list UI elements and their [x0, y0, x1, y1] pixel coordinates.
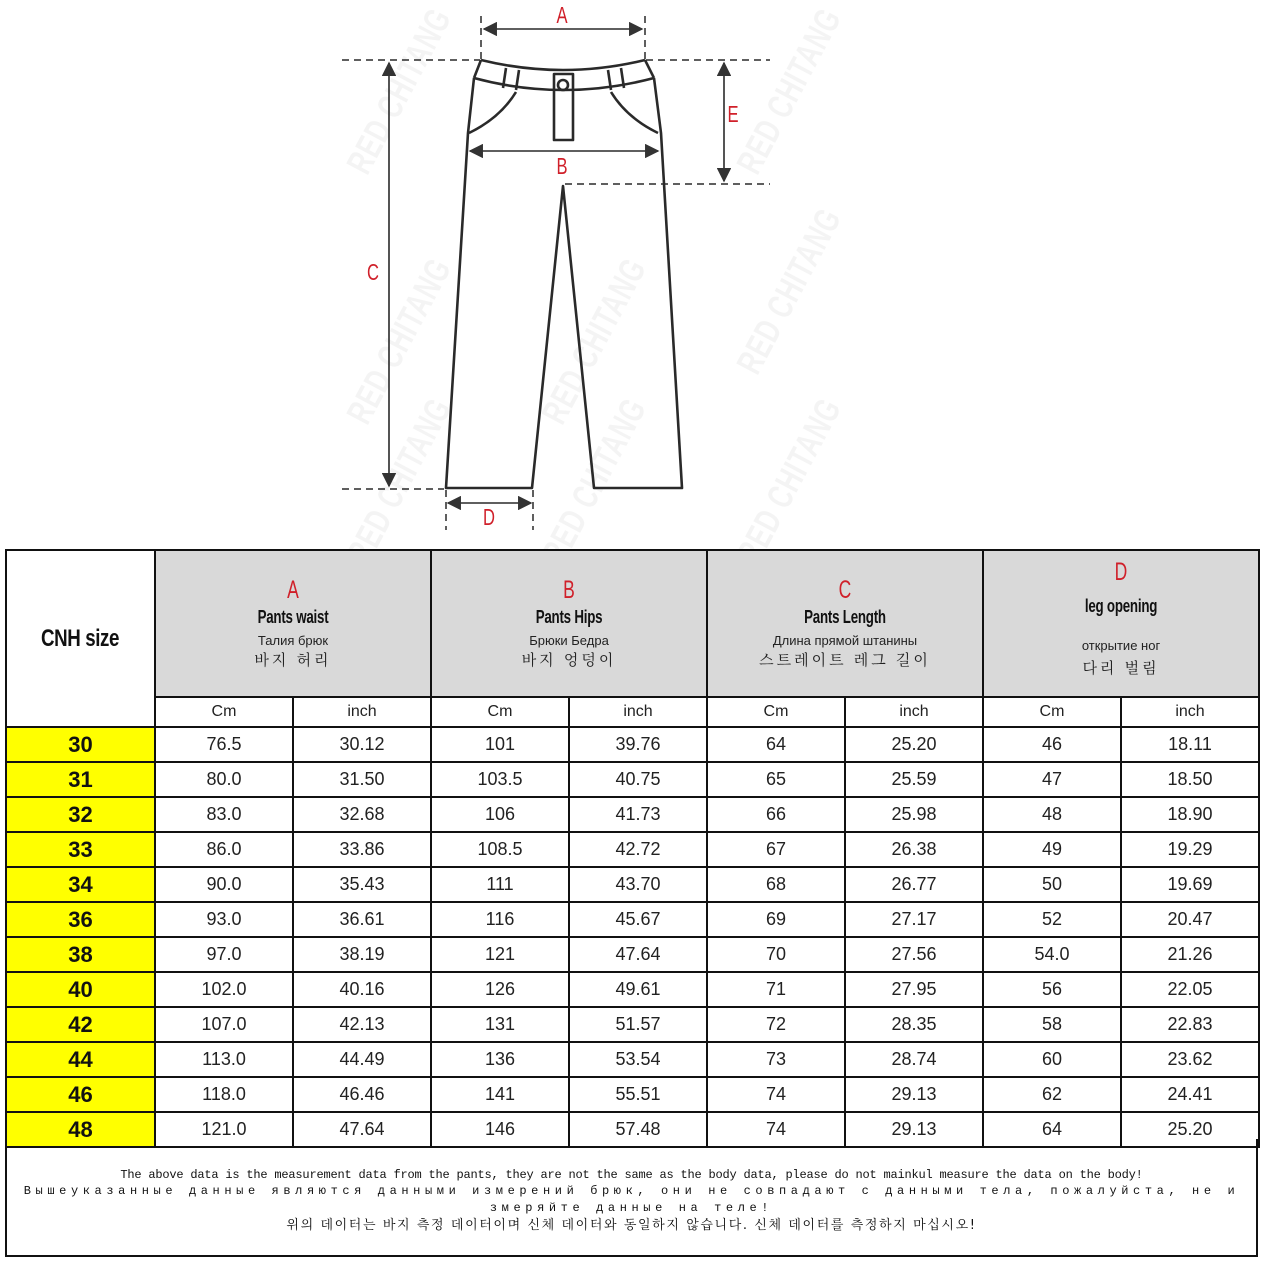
table-row [6, 1077, 1259, 1112]
measurement-cell: 18.11 [1121, 727, 1259, 762]
measurement-cell: 55.51 [569, 1077, 707, 1112]
group-header-hips [431, 550, 707, 697]
group-header-length [707, 550, 983, 697]
dimension-label-b: B [556, 153, 568, 179]
size-cell [6, 1042, 155, 1077]
measurement-cell: 25.98 [845, 797, 983, 832]
size-value: 30 [68, 731, 93, 757]
disclaimer-korean: 위의 데이터는 바지 측정 데이터이며 신체 데이터와 동일하지 않습니다. 신체 데이터를 측정하지 마십시오! [286, 1218, 977, 1233]
measurement-cell: 68 [707, 867, 845, 902]
measurement-cell: 56 [983, 972, 1121, 1007]
measurement-cell: 18.50 [1121, 762, 1259, 797]
measurement-cell: 46 [983, 727, 1121, 762]
measurement-cell: 41.73 [569, 797, 707, 832]
size-value: 46 [68, 1081, 93, 1107]
measurement-cell: 20.47 [1121, 902, 1259, 937]
dimension-label-a: A [556, 2, 568, 28]
measurement-cell: 22.83 [1121, 1007, 1259, 1042]
unit-header: inch [293, 697, 431, 727]
measurement-cell: 30.12 [293, 727, 431, 762]
measurement-cell: 25.20 [1121, 1112, 1259, 1147]
table-row [6, 937, 1259, 972]
group-title: leg opening [1084, 595, 1158, 616]
measurement-cell: 35.43 [293, 867, 431, 902]
table-row [6, 727, 1259, 762]
measurement-cell: 27.17 [845, 902, 983, 937]
measurement-cell: 72 [707, 1007, 845, 1042]
measurement-cell: 103.5 [431, 762, 569, 797]
size-cell [6, 1077, 155, 1112]
measurement-cell: 31.50 [293, 762, 431, 797]
measurement-cell: 47.64 [569, 937, 707, 972]
unit-header: Cm [155, 697, 293, 727]
measurement-cell: 47.64 [293, 1112, 431, 1147]
measurement-cell: 21.26 [1121, 937, 1259, 972]
group-header-waist [155, 550, 431, 697]
measurement-cell: 118.0 [155, 1077, 293, 1112]
measurement-cell: 106 [431, 797, 569, 832]
measurement-cell: 83.0 [155, 797, 293, 832]
measurement-cell: 40.16 [293, 972, 431, 1007]
measurement-cell: 32.68 [293, 797, 431, 832]
size-cell [6, 727, 155, 762]
group-title: Pants waist [257, 607, 329, 628]
table-row [6, 832, 1259, 867]
group-letter: B [563, 575, 575, 604]
measurement-cell: 64 [707, 727, 845, 762]
measurement-cell: 51.57 [569, 1007, 707, 1042]
measurement-cell: 29.13 [845, 1112, 983, 1147]
measurement-cell: 141 [431, 1077, 569, 1112]
size-cell [6, 1007, 155, 1042]
group-title-ko: 다리 벌림 [1082, 660, 1160, 677]
measurement-cell: 74 [707, 1112, 845, 1147]
size-value: 34 [68, 871, 93, 897]
size-value: 31 [68, 766, 93, 792]
group-letter: A [287, 575, 299, 604]
measurement-cell: 73 [707, 1042, 845, 1077]
measurement-cell: 42.13 [293, 1007, 431, 1042]
size-rows [6, 727, 1259, 1147]
measurement-cell: 47 [983, 762, 1121, 797]
measurement-cell: 97.0 [155, 937, 293, 972]
measurement-cell: 45.67 [569, 902, 707, 937]
size-chart-table [5, 549, 1260, 1148]
measurement-cell: 116 [431, 902, 569, 937]
measurement-cell: 67 [707, 832, 845, 867]
size-value: 44 [68, 1046, 93, 1072]
measurement-cell: 23.62 [1121, 1042, 1259, 1077]
group-header-leg-opening [983, 550, 1259, 697]
measurement-cell: 19.69 [1121, 867, 1259, 902]
measurement-cell: 28.35 [845, 1007, 983, 1042]
unit-header: Cm [707, 697, 845, 727]
group-title-ru: Брюки Бедра [529, 633, 609, 649]
measurement-cell: 121.0 [155, 1112, 293, 1147]
table-row [6, 1042, 1259, 1077]
dimension-label-d: D [483, 504, 495, 530]
measurement-cell: 48 [983, 797, 1121, 832]
measurement-cell: 27.95 [845, 972, 983, 1007]
measurement-cell: 126 [431, 972, 569, 1007]
measurement-cell: 39.76 [569, 727, 707, 762]
dimension-label-e: E [727, 101, 739, 127]
group-title-ko: 바지 허리 [254, 651, 332, 669]
table-row [6, 867, 1259, 902]
measurement-cell: 101 [431, 727, 569, 762]
measurement-cell: 69 [707, 902, 845, 937]
disclaimer-russian-line2: змеряйте данные на теле! [489, 1201, 774, 1215]
measurement-cell: 40.75 [569, 762, 707, 797]
measurement-cell: 18.90 [1121, 797, 1259, 832]
measurement-cell: 76.5 [155, 727, 293, 762]
measurement-cell: 43.70 [569, 867, 707, 902]
table-row [6, 902, 1259, 937]
unit-header: Cm [431, 697, 569, 727]
size-cell [6, 867, 155, 902]
measurement-cell: 52 [983, 902, 1121, 937]
pants-outline-drawing [0, 0, 1262, 548]
measurement-cell: 64 [983, 1112, 1121, 1147]
measurement-cell: 28.74 [845, 1042, 983, 1077]
measurement-cell: 49 [983, 832, 1121, 867]
measurement-cell: 131 [431, 1007, 569, 1042]
size-cell [6, 937, 155, 972]
size-cell [6, 832, 155, 867]
group-title: Pants Hips [535, 607, 603, 628]
unit-header-row [6, 697, 1259, 727]
measurement-disclaimer [5, 1139, 1258, 1257]
size-cell [6, 762, 155, 797]
measurement-cell: 102.0 [155, 972, 293, 1007]
measurement-cell: 25.59 [845, 762, 983, 797]
measurement-cell: 44.49 [293, 1042, 431, 1077]
group-letter: C [838, 575, 852, 604]
unit-header: inch [569, 697, 707, 727]
disclaimer-russian-line1: Вышеуказанные данные являются данными измерений брюк, они не совпадают с данными тела, пожалуйста, не и [23, 1184, 1240, 1198]
measurement-cell: 62 [983, 1077, 1121, 1112]
measurement-cell: 57.48 [569, 1112, 707, 1147]
unit-header: Cm [983, 697, 1121, 727]
pants-measurement-diagram [0, 0, 1262, 548]
size-value: 40 [68, 976, 93, 1002]
size-value: 42 [68, 1011, 93, 1037]
unit-header: inch [845, 697, 983, 727]
table-row [6, 1007, 1259, 1042]
measurement-cell: 146 [431, 1112, 569, 1147]
table-row [6, 972, 1259, 1007]
measurement-cell: 46.46 [293, 1077, 431, 1112]
table-row [6, 762, 1259, 797]
measurement-cell: 80.0 [155, 762, 293, 797]
size-column-header [6, 550, 155, 727]
measurement-cell: 108.5 [431, 832, 569, 867]
measurement-cell: 136 [431, 1042, 569, 1077]
measurement-cell: 42.72 [569, 832, 707, 867]
measurement-cell: 19.29 [1121, 832, 1259, 867]
size-cell [6, 972, 155, 1007]
measurement-cell: 66 [707, 797, 845, 832]
size-value: 32 [68, 801, 93, 827]
measurement-cell: 65 [707, 762, 845, 797]
measurement-cell: 107.0 [155, 1007, 293, 1042]
measurement-cell: 25.20 [845, 727, 983, 762]
group-title-ru: Длина прямой штанины [772, 633, 918, 649]
measurement-cell: 26.77 [845, 867, 983, 902]
group-title-ko: 스트레이트 레그 길이 [759, 651, 931, 669]
group-letter: D [1114, 558, 1128, 586]
disclaimer-english: The above data is the measurement data from the pants, they are not the same as the body data, please do not mainkul measure the data on the body! [120, 1168, 1143, 1182]
measurement-cell: 111 [431, 867, 569, 902]
group-header-row [6, 550, 1259, 697]
measurement-cell: 38.19 [293, 937, 431, 972]
measurement-cell: 113.0 [155, 1042, 293, 1077]
measurement-cell: 90.0 [155, 867, 293, 902]
dimension-label-c: C [367, 259, 379, 285]
measurement-cell: 71 [707, 972, 845, 1007]
size-header-label: CNH size [41, 624, 120, 652]
measurement-cell: 121 [431, 937, 569, 972]
measurement-cell: 60 [983, 1042, 1121, 1077]
group-title: Pants Length [804, 607, 886, 628]
size-value: 33 [68, 836, 93, 862]
size-value: 48 [68, 1116, 93, 1142]
group-title-ru: Талия брюк [257, 633, 329, 649]
measurement-cell: 53.54 [569, 1042, 707, 1077]
group-title-ru: открытие ног [1081, 637, 1161, 653]
unit-header: inch [1121, 697, 1259, 727]
measurement-cell: 27.56 [845, 937, 983, 972]
size-value: 38 [68, 941, 93, 967]
measurement-cell: 86.0 [155, 832, 293, 867]
measurement-cell: 36.61 [293, 902, 431, 937]
measurement-cell: 49.61 [569, 972, 707, 1007]
size-cell [6, 797, 155, 832]
size-cell [6, 902, 155, 937]
measurement-cell: 26.38 [845, 832, 983, 867]
measurement-cell: 50 [983, 867, 1121, 902]
measurement-cell: 33.86 [293, 832, 431, 867]
group-title-ko: 바지 엉덩이 [521, 651, 617, 669]
measurement-cell: 54.0 [983, 937, 1121, 972]
measurement-cell: 74 [707, 1077, 845, 1112]
measurement-cell: 22.05 [1121, 972, 1259, 1007]
measurement-cell: 58 [983, 1007, 1121, 1042]
size-value: 36 [68, 906, 93, 932]
measurement-cell: 29.13 [845, 1077, 983, 1112]
table-row [6, 797, 1259, 832]
measurement-cell: 93.0 [155, 902, 293, 937]
measurement-cell: 24.41 [1121, 1077, 1259, 1112]
measurement-cell: 70 [707, 937, 845, 972]
